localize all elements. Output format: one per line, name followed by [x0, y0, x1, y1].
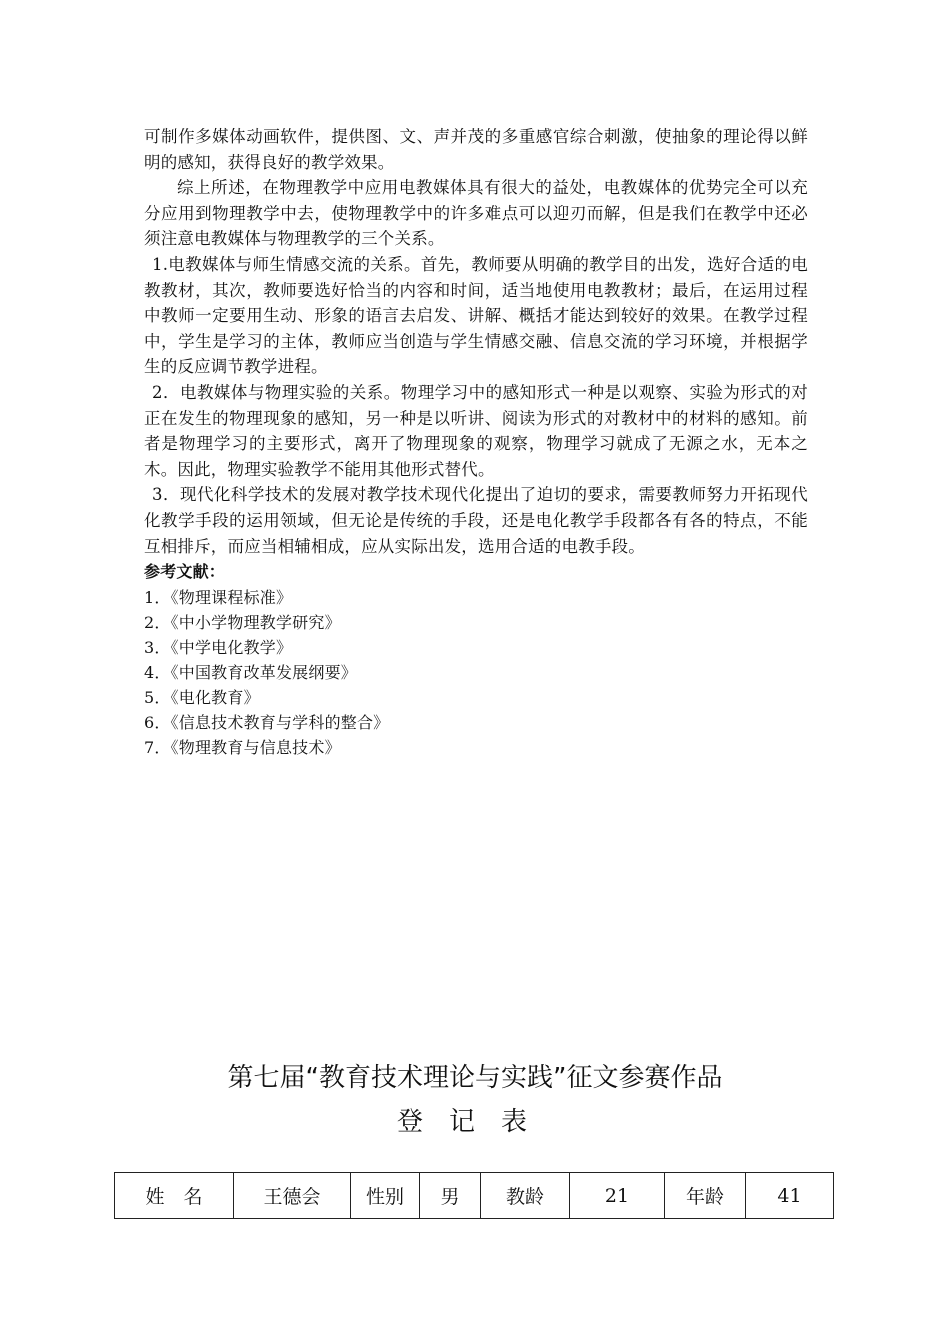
- registration-subtitle: 登记表: [396, 1107, 553, 1137]
- references-list: [144, 585, 808, 760]
- name-label-cell: 姓 名: [115, 1173, 234, 1219]
- gender-label-cell: 性别: [351, 1173, 420, 1219]
- reference-item: 2．《中小学物理教学研究》: [144, 612, 341, 632]
- paragraph-point-1: 1.电教媒体与师生情感交流的关系。首先，教师要从明确的教学目的出发，选好合适的电教教材，其次，教师要选好恰当的内容和时间，适当地使用电教教材；最后，在运用过程中教师一定要用生动、形象的语言去启发、讲解、概括才能达到较好的效果。在教学过程中，学生是学习的主体，教师应当创造与学生情感交融、信息交流的学习环境，并根据学生的反应调节教学进程。: [144, 254, 808, 377]
- paragraph-continuation: 可制作多媒体动画软件，提供图、文、声并茂的多重感官综合刺激，使抽象的理论得以鲜明的感知，获得良好的教学效果。: [144, 127, 808, 172]
- teaching-years-value-cell: 21: [570, 1173, 665, 1219]
- registration-title: 第七届“教育技术理论与实践”征文参赛作品: [227, 1063, 723, 1093]
- paragraph-point-2: 2．电教媒体与物理实验的关系。物理学习中的感知形式一种是以观察、实验为形式的对正在发生的物理现象的感知，另一种是以听讲、阅读为形式的对教材中的材料的感知。前者是物理学习的主要形式，离开了物理现象的观察，物理学习就成了无源之水，无本之木。因此，物理实验教学不能用其他形式替代。: [144, 382, 808, 479]
- article-body: [144, 124, 808, 760]
- reference-item: 6．《信息技术教育与学科的整合》: [144, 712, 390, 732]
- reference-item: 5．《电化教育》: [144, 687, 260, 707]
- paragraph-point-3: 3．现代化科学技术的发展对教学技术现代化提出了迫切的要求，需要教师努力开拓现代化教学手段的运用领域，但无论是传统的手段，还是电化教学手段都各有各的特点，不能互相排斥，而应当相辅相成，应从实际出发，选用合适的电教手段。: [144, 485, 808, 556]
- name-value-cell: 王德会: [234, 1173, 351, 1219]
- age-label-cell: 年龄: [665, 1173, 746, 1219]
- gender-value-cell: 男: [420, 1173, 481, 1219]
- teaching-years-label-cell: 教龄: [481, 1173, 570, 1219]
- references-heading: 参考文献：: [144, 562, 226, 582]
- reference-item: 3．《中学电化教学》: [144, 637, 293, 657]
- reference-item: 4．《中国教育改革发展纲要》: [144, 662, 357, 682]
- reference-item: 7．《物理教育与信息技术》: [144, 737, 341, 757]
- table-row: [115, 1173, 834, 1219]
- paragraph-summary: 综上所述，在物理教学中应用电教媒体具有很大的益处，电教媒体的优势完全可以充分应用到物理教学中去，使物理教学中的许多难点可以迎刃而解，但是我们在教学中还必须注意电教媒体与物理教学的三个关系。: [144, 178, 808, 249]
- reference-item: 1．《物理课程标准》: [144, 587, 293, 607]
- registration-table: [114, 1172, 834, 1219]
- age-value-cell: 41: [746, 1173, 834, 1219]
